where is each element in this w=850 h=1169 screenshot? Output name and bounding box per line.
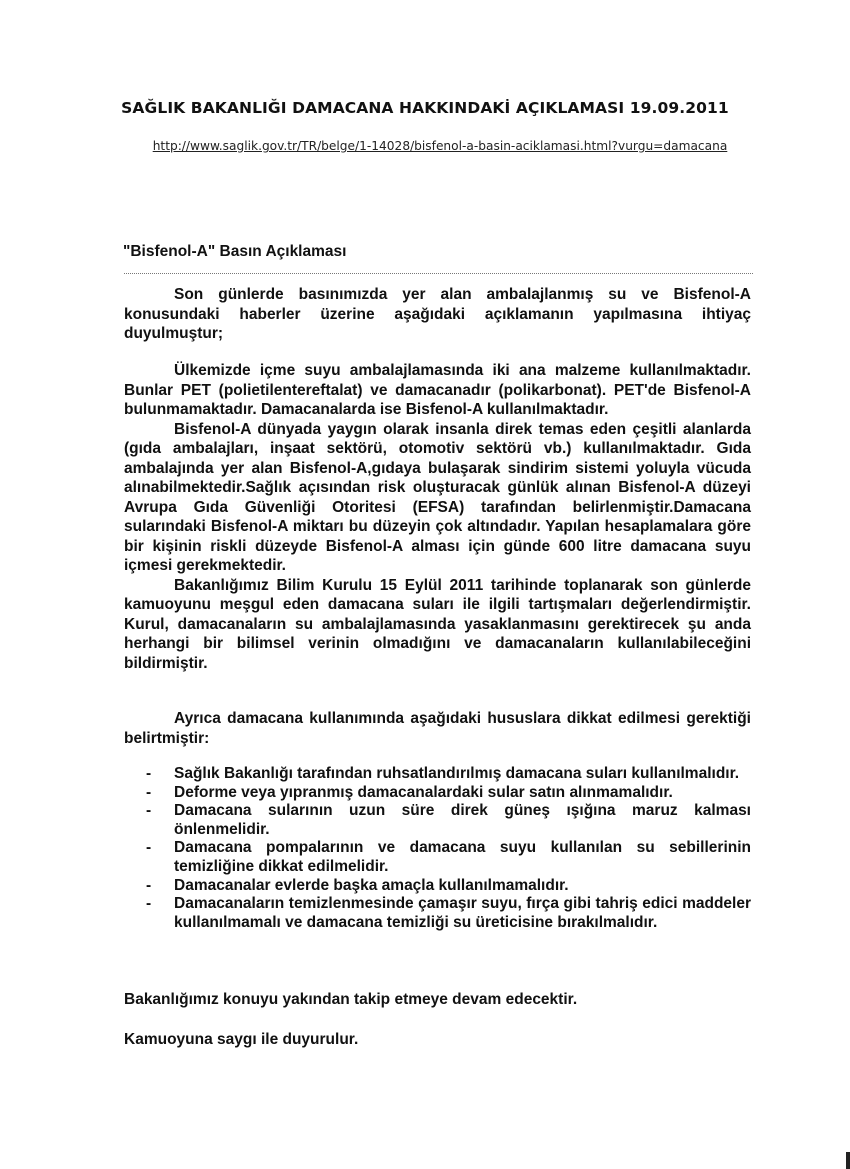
bullet-dash: - xyxy=(146,839,152,857)
paragraph-bisfenol: Bisfenol-A dünyada yaygın olarak insanla direk temas eden çeşitli alanlarda (gıda ambalajları, inşaat sektörü, otomotiv sektörü vb.) kullanılmaktadır. Gıda ambalajında yer alan Bisfenol-A,gıdaya bulaşarak sindirim sistemi yoluyla vücuda alınabilmektedir.Sağlık açısından risk oluşturacak günlük alınan Bisfenol-A düzeyi Avrupa Gıda Güvenliği Otoritesi (EFSA) tarafından belirlenmiştir.Damacana sularındaki Bisfenol-A miktarı bu düzeyin çok altındadır. Yapılan hesaplamalara göre bir kişinin riskli düzeyde Bisfenol-A alması için günde 600 litre damacana suyu içmesi gerekmektedir. xyxy=(124,420,751,574)
closing-statement: Bakanlığımız konuyu yakından takip etmeye devam edecektir. xyxy=(124,991,578,1008)
list-item xyxy=(124,784,751,803)
precautions-list xyxy=(124,765,751,932)
list-item-text: Deforme veya yıpranmış damacanalardaki sular satın alınmamalıdır. xyxy=(174,783,673,801)
body-paragraphs xyxy=(124,361,751,673)
bullet-dash: - xyxy=(146,876,152,894)
list-item-text: Damacana pompalarının ve damacana suyu kullanılan su sebillerinin temizliğine dikkat edilmelidir. xyxy=(174,839,751,875)
list-item xyxy=(124,877,751,896)
document-title: SAĞLIK BAKANLIĞI DAMACANA HAKKINDAKİ AÇIKLAMASI 19.09.2011 xyxy=(121,99,729,117)
bullet-dash: - xyxy=(146,802,152,820)
intro-text: Son günlerde basınımızda yer alan ambalajlanmış su ve Bisfenol-A konusundaki haberler üzerine aşağıdaki açıklamanın yapılmasına ihtiyaç duyulmuştur; xyxy=(124,286,751,342)
bullet-dash: - xyxy=(146,783,152,801)
precautions-intro xyxy=(124,709,751,748)
paragraph-committee: Bakanlığımız Bilim Kurulu 15 Eylül 2011 tarihinde toplanarak son günlerde kamuoyunu meşgul eden damacana suları ile ilgili tartışmaları değerlendirmiştir. Kurul, damacanaların su ambalajlamasında yasaklanmasını gerektirecek şu anda herhangi bir bilimsel verinin olmadığını ve damacanaların kullanılabileceğini bildirmiştir. xyxy=(124,576,751,672)
list-item xyxy=(124,839,751,876)
list-item xyxy=(124,765,751,784)
list-item-text: Damacanalar evlerde başka amaçla kullanılmamalıdır. xyxy=(174,876,569,894)
list-item xyxy=(124,802,751,839)
precautions-text: Ayrıca damacana kullanımında aşağıdaki hususlara dikkat edilmesi gerektiği belirtmiştir: xyxy=(124,710,751,747)
closing-announcement: Kamuoyuna saygı ile duyurulur. xyxy=(124,1031,359,1048)
paragraph-materials: Ülkemizde içme suyu ambalajlamasında iki ana malzeme kullanılmaktadır. Bunlar PET (polietilentereftalat) ve damacanadır (polikarbonat). PET'de Bisfenol-A bulunmamaktadır. Damacanalarda ise Bisfenol-A kullanılmaktadır. xyxy=(124,362,751,418)
source-url[interactable]: http://www.saglik.gov.tr/TR/belge/1-14028/bisfenol-a-basin-aciklamasi.html?vurgu=damacana xyxy=(152,139,728,153)
bullet-dash: - xyxy=(146,765,152,782)
section-heading: "Bisfenol-A" Basın Açıklaması xyxy=(123,243,347,260)
list-item-text: Sağlık Bakanlığı tarafından ruhsatlandırılmış damacana suları kullanılmalıdır. xyxy=(174,765,740,782)
intro-paragraph xyxy=(124,285,751,344)
list-item-text: Damacana sularının uzun süre direk güneş ışığına maruz kalması önlenmelidir. xyxy=(174,802,751,838)
list-item-text: Damacanaların temizlenmesinde çamaşır suyu, fırça gibi tahriş edici maddeler kullanılmamalı ve damacana temizliği su üreticisine bırakılmalıdır. xyxy=(174,895,751,931)
list-item xyxy=(124,895,751,932)
bullet-dash: - xyxy=(146,895,152,913)
scan-edge-mark xyxy=(846,1152,850,1169)
dotted-divider xyxy=(124,273,753,274)
